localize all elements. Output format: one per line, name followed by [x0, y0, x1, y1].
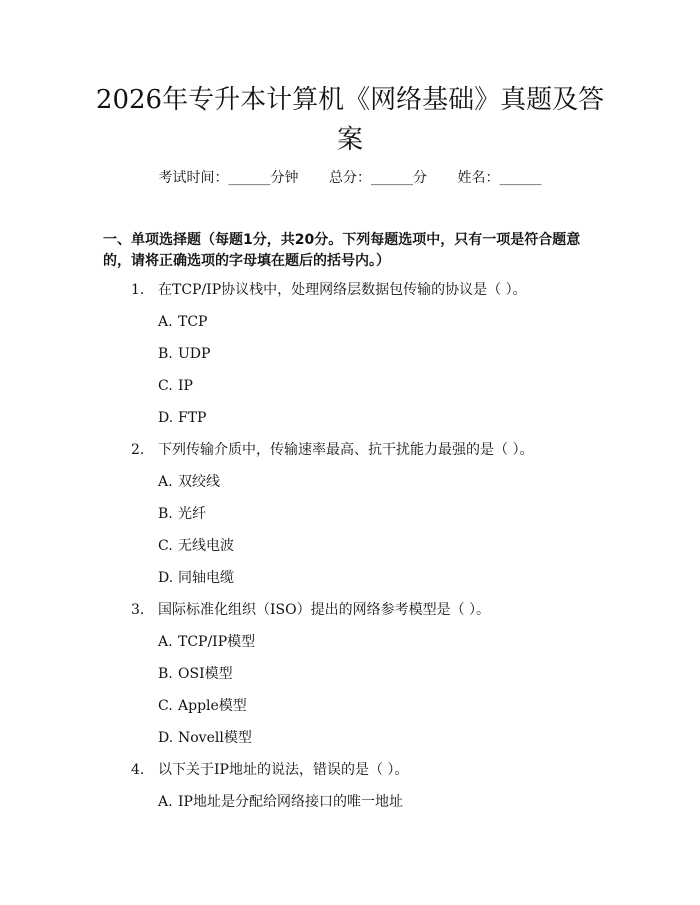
option-text: UDP — [178, 346, 211, 362]
option-letter: A. — [158, 474, 173, 490]
option-4a — [158, 792, 403, 812]
option-1c — [158, 376, 193, 396]
section-heading: 一、单项选择题（每题1分，共20分。下列每题选项中，只有一项是符合题意的，请将正确选项的字母填在题后的括号内。） — [103, 232, 581, 269]
option-text: 双绞线 — [178, 474, 220, 490]
option-letter: C. — [158, 378, 173, 394]
option-2a — [158, 472, 220, 492]
option-letter: A. — [158, 794, 173, 810]
option-text: 同轴电缆 — [178, 570, 234, 586]
page-title — [90, 80, 610, 160]
student-name: 姓名：______ — [457, 170, 542, 186]
option-letter: B. — [158, 506, 173, 522]
question-text: 国际标准化组织（ISO）提出的网络参考模型是（ ）。 — [158, 602, 491, 618]
question-number: 4. — [131, 762, 145, 778]
option-text: IP地址是分配给网络接口的唯一地址 — [178, 794, 403, 810]
option-text: IP — [178, 378, 193, 394]
option-letter: A. — [158, 634, 173, 650]
option-3d — [158, 728, 252, 748]
option-text: Novell模型 — [178, 730, 252, 746]
option-letter: B. — [158, 346, 173, 362]
question-number: 2. — [131, 442, 145, 458]
option-3c — [158, 696, 247, 716]
total-score: 总分：______分 — [329, 170, 427, 186]
question-text: 下列传输介质中，传输速率最高、抗干扰能力最强的是（ ）。 — [158, 442, 534, 458]
title-line-2: 案 — [336, 125, 363, 155]
question-number: 1. — [131, 282, 145, 298]
option-1b — [158, 344, 210, 364]
option-3b — [158, 664, 233, 684]
question-number: 3. — [131, 602, 145, 618]
option-text: 光纤 — [178, 506, 206, 522]
option-letter: D. — [158, 570, 174, 586]
option-text: Apple模型 — [178, 698, 247, 714]
exam-info — [0, 168, 700, 188]
option-1a — [158, 312, 207, 332]
option-letter: C. — [158, 698, 173, 714]
option-text: TCP/IP模型 — [178, 634, 256, 650]
option-text: FTP — [178, 410, 207, 426]
title-line-1: 2026年专升本计算机《网络基础》真题及答 — [95, 85, 605, 115]
exam-time: 考试时间：______分钟 — [158, 170, 299, 186]
option-letter: D. — [158, 410, 174, 426]
question-text: 在TCP/IP协议栈中，处理网络层数据包传输的协议是（ ）。 — [158, 282, 527, 298]
option-1d — [158, 408, 206, 428]
option-2c — [158, 536, 234, 556]
option-text: 无线电波 — [178, 538, 234, 554]
question-text: 以下关于IP地址的说法，错误的是（ ）。 — [158, 762, 409, 778]
option-letter: C. — [158, 538, 173, 554]
option-letter: B. — [158, 666, 173, 682]
option-3a — [158, 632, 255, 652]
option-2d — [158, 568, 234, 588]
option-text: TCP — [178, 314, 208, 330]
option-letter: A. — [158, 314, 173, 330]
option-letter: D. — [158, 730, 174, 746]
option-text: OSI模型 — [178, 666, 233, 682]
option-2b — [158, 504, 206, 524]
